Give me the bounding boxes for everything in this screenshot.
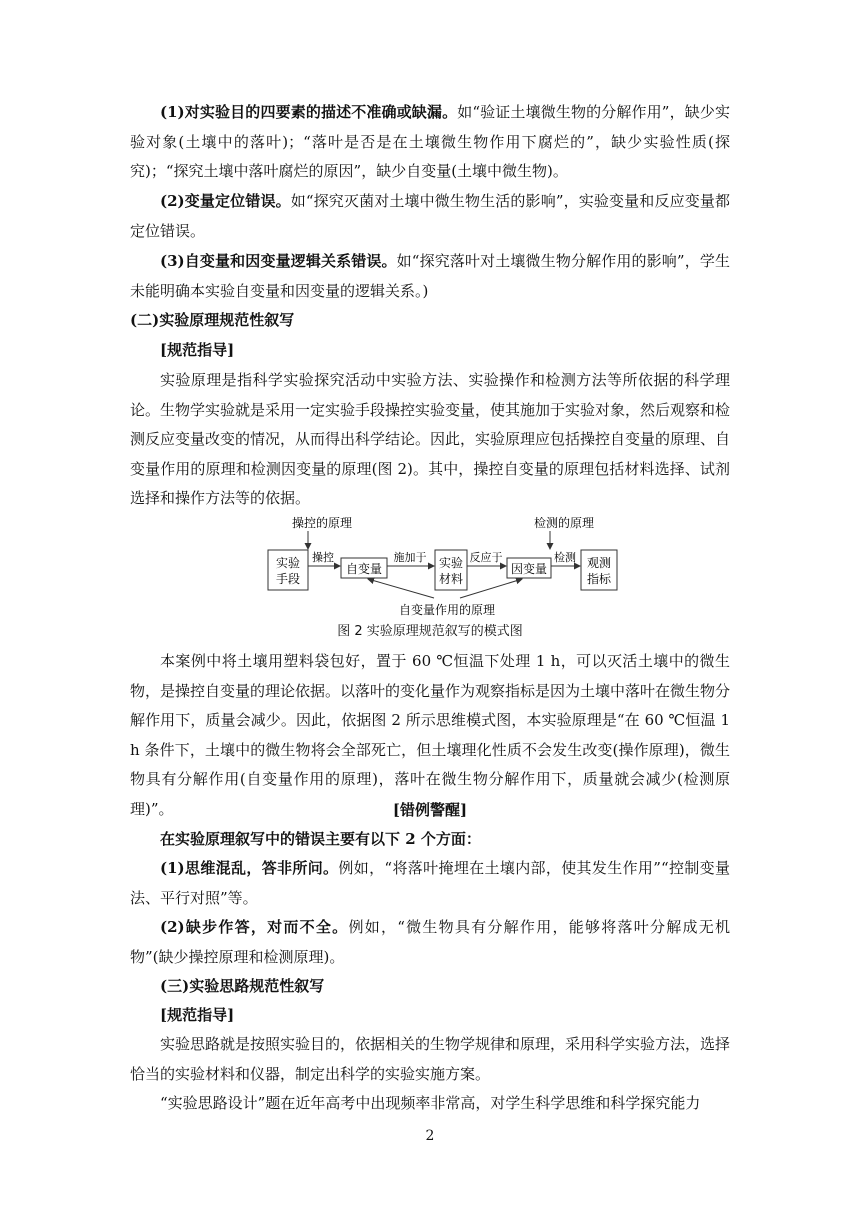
subheading-guide: [规范指导] — [160, 341, 235, 359]
paragraph-text: 如“探究落叶对土壤微生物分解作用的影响”，学生未能明确本实验自变量和因变量的逻辑关系。) — [130, 252, 730, 300]
paragraph-last: “实验思路设计”题在近年高考中出现频率非常高，对学生科学思维和科学探究能力 — [160, 1094, 701, 1112]
paragraph-error-2 — [130, 187, 730, 246]
bold-lead: (2)变量定位错误。 — [160, 192, 291, 210]
box-text: 实验 — [275, 556, 301, 570]
paragraph-text: )，落叶在微生物分解作用下，质量就会减少(检测原理)”。 — [130, 770, 730, 818]
label-effect-principle: 自变量作用的原理 — [398, 603, 496, 617]
principle-diagram — [264, 514, 624, 624]
label-manipulation-principle: 操控的原理 — [291, 516, 353, 530]
paragraph-idea: 实验思路就是按照实验目的，依据相关的生物学规律和原理，采用科学实验方法，选择恰当的实验材料和仪器，制定出科学的实验实施方案。 — [130, 1035, 731, 1083]
box-text: 观测 — [586, 556, 612, 570]
paragraph-text: 本案例中将土壤用塑料袋包好，置于 60 ℃恒温下处理 1 h，可以灭活土壤中的微生物，是操控自变量的理论依据。以落叶的变化量作为观察指标是因为土壤中落叶在微生物分解作用下，质量会减少。因此，依据图 2 所示思维模式图，本实验原理是“在 60 ℃恒温 1 h 条件下，土壤中的微生物将会全部死亡，但土壤理化性质不会发生改变(操作原理)，微生物具有分解作用( — [130, 652, 731, 788]
arrow-bottom-right — [460, 579, 522, 598]
arrow-label: 检测 — [554, 551, 576, 564]
bold-lead: (2)缺步作答，对而不全。 — [160, 918, 349, 936]
arrow-bottom-left — [368, 579, 434, 598]
paragraph-error-1 — [130, 98, 730, 187]
box-text: 手段 — [275, 572, 301, 586]
paragraph-principle: 实验原理是指科学实验探究活动中实验方法、实验操作和检测方法等所依据的科学理论。生物学实验就是采用一定实验手段操控实验变量，使其施加于实验对象，然后观察和检测反应变量改变的情况，从而得出科学结论。因此，实验原理应包括操控自变量的原理、自变量作用的原理和检测因变量的原理(图 2)。其中，操控自变量的原理包括材料选择、试剂选择和操作方法等的依据。 — [130, 371, 731, 507]
paragraph-text: 例如，“将落叶掩埋在土壤内部，使其发生作用”“控制变量法、平行对照”等。 — [130, 859, 730, 907]
bold-lead: (1)思维混乱，答非所问。 — [160, 859, 339, 877]
bold-lead: (3)自变量和因变量逻辑关系错误。 — [160, 252, 397, 270]
paragraph-text: 如“探究灭菌对土壤中微生物生活的影响”，实验变量和反应变量都定位错误。 — [130, 192, 730, 240]
paragraph-errors-intro: 在实验原理叙写中的错误主要有以下 2 个方面： — [160, 830, 481, 848]
box-text: 自变量 — [345, 562, 383, 576]
section-heading-principle: (二)实验原理规范性叙写 — [130, 311, 295, 329]
arrow-label: 操控 — [312, 551, 334, 564]
paragraph-text: 例如，“微生物具有分解作用，能够将落叶分解成无机物”(缺少操控原理和检测原理)。 — [130, 918, 731, 966]
label-detection-principle: 检测的原理 — [533, 516, 595, 530]
subheading-warning: [错例警醒] — [392, 801, 468, 819]
paragraph-error-b — [130, 913, 730, 972]
page-number: 2 — [425, 1128, 435, 1144]
box-text: 因变量 — [510, 562, 548, 576]
subheading-guide-2: [规范指导] — [160, 1006, 235, 1024]
box-text: 材料 — [438, 572, 464, 586]
box-text: 指标 — [586, 572, 612, 586]
arrow-label: 反应于 — [469, 551, 503, 564]
paragraph-error-3 — [130, 247, 730, 306]
bold-lead: (1)对实验目的四要素的描述不准确或缺漏。 — [160, 103, 458, 121]
section-heading-idea: (三)实验思路规范性叙写 — [160, 977, 325, 995]
figure-caption: 图 2 实验原理规范叙写的模式图 — [337, 624, 523, 639]
box-text: 实验 — [438, 556, 464, 570]
paragraph-error-a — [130, 854, 730, 913]
arrow-label: 施加于 — [393, 551, 427, 564]
paragraph-text-effect-principle: 自变量作用的原理 — [245, 770, 373, 788]
paragraph-text: 如“验证土壤微生物的分解作用”，缺少实验对象(土壤中的落叶)；“落叶是否是在土壤微生物作用下腐烂的”，缺少实验性质(探究)；“探究土壤中落叶腐烂的原因”，缺少自变量(土壤中微生物)。 — [130, 103, 730, 180]
